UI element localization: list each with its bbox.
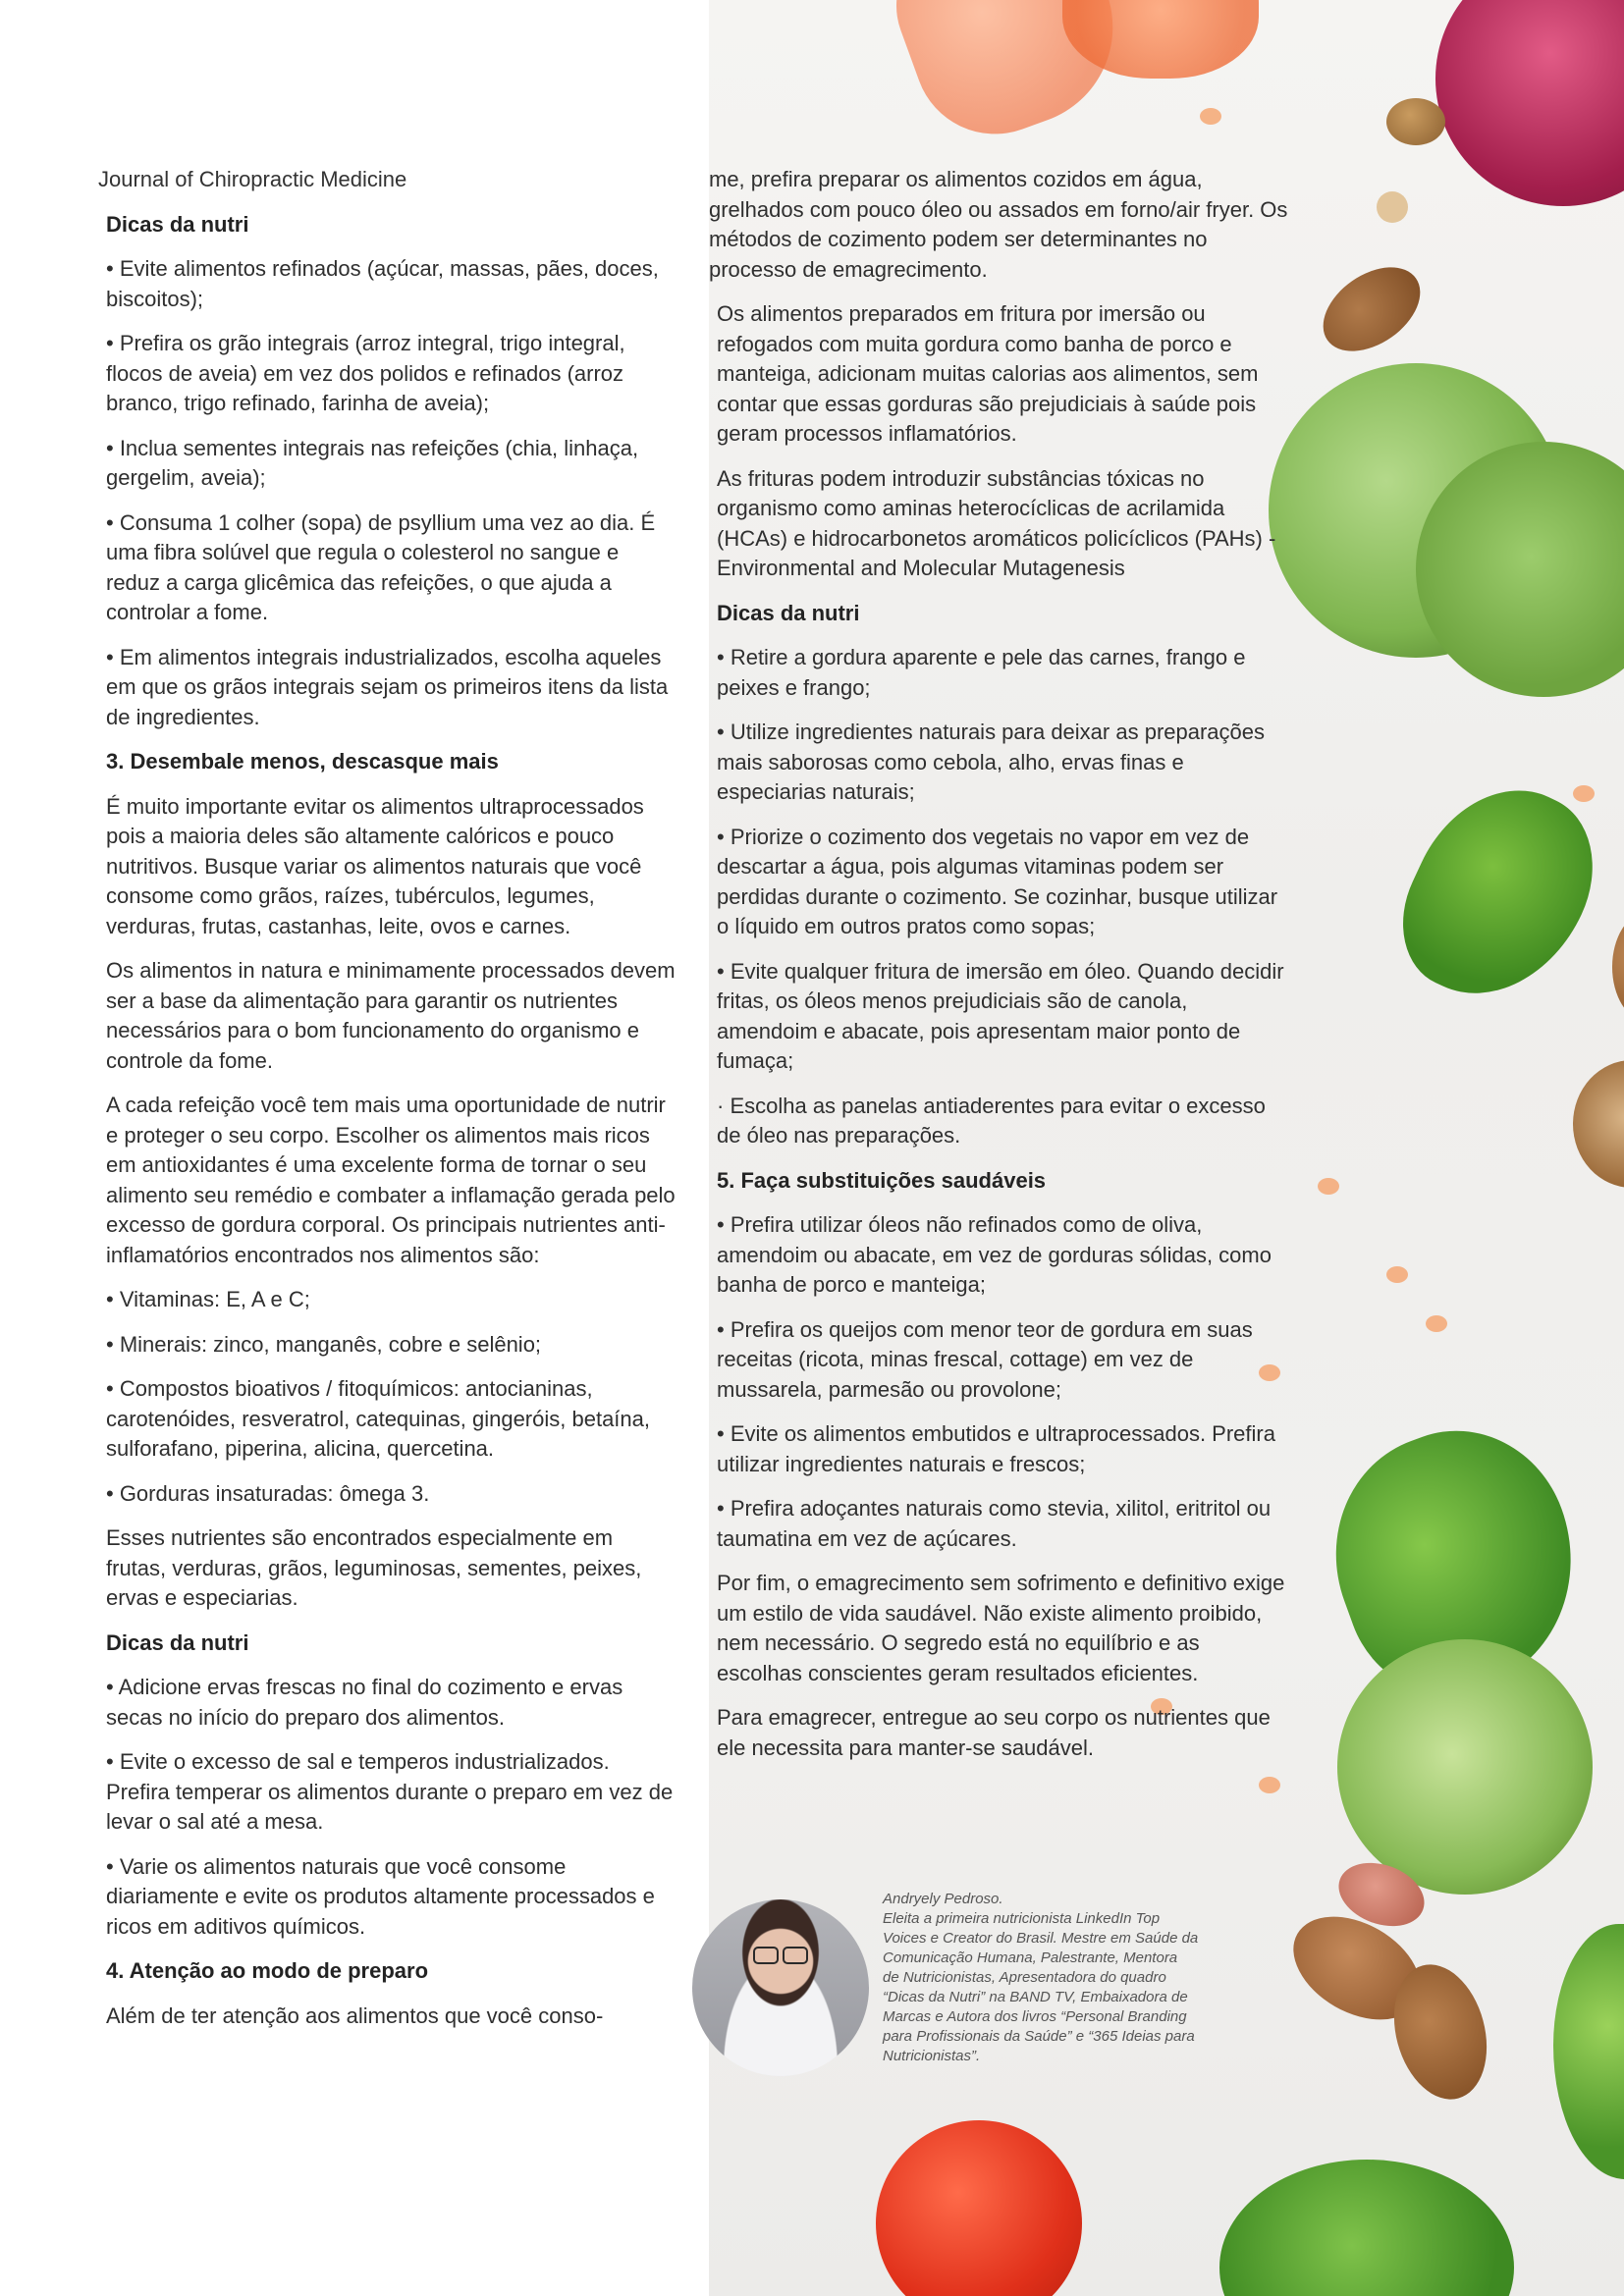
lentil-icon [1386, 1266, 1408, 1283]
journal-name: Journal of Chiropractic Medicine [98, 167, 407, 191]
paragraph: Esses nutrientes são encontrados especialmente em frutas, verduras, grãos, leguminosas, sementes, peixes, ervas e especiarias. [106, 1525, 642, 1610]
section-heading: Dicas da nutri [106, 1629, 249, 1655]
bullet-item: • Em alimentos integrais industrializados, escolha aqueles em que os grãos integrais sejam os primeiros itens da lista de ingredientes. [106, 644, 669, 729]
bullet-item: • Consuma 1 colher (sopa) de psyllium uma vez ao dia. É uma fibra solúvel que regula o colesterol no sangue e reduz a carga glicêmica das refeições, o que ajuda a controlar a fome. [106, 509, 656, 624]
bullet-item: • Vitaminas: E, A e C; [106, 1287, 310, 1311]
bullet-item: · Escolha as panelas antiaderentes para evitar o excesso de óleo nas preparações. [717, 1093, 1266, 1148]
lentil-icon [1200, 108, 1221, 125]
author-bio-line: “Dicas da Nutri” na BAND TV, Embaixadora de [883, 1989, 1188, 2005]
bullet-item: • Adicione ervas frescas no final do cozimento e ervas secas no início do preparo dos alimentos. [106, 1675, 623, 1730]
section-heading: 3. Desembale menos, descasque mais [106, 749, 499, 774]
tomato-icon [876, 2120, 1082, 2296]
hazelnut-icon [1386, 98, 1445, 145]
bullet-item: • Varie os alimentos naturais que você consome diariamente e evite os produtos altamente processados e ricos em aditivos químicos. [106, 1853, 655, 1939]
paragraph: me, prefira preparar os alimentos cozidos em água, grelhados com pouco óleo ou assados em forno/air fryer. Os métodos de cozimento podem ser determinantes no processo de emagrecimento. [709, 167, 1288, 282]
bullet-item: • Gorduras insaturadas: ômega 3. [106, 1480, 430, 1506]
paragraph: Os alimentos in natura e minimamente processados devem ser a base da alimentação para garantir os nutrientes necessários para o bom funcionamento do organismo e controle da fome. [106, 958, 676, 1073]
bullet-item: • Prefira os queijos com menor teor de gordura em suas receitas (ricota, minas frescal, cottage) em vez de mussarela, parmesão ou provolone; [717, 1316, 1253, 1402]
lentil-icon [1426, 1315, 1447, 1332]
paragraph: É muito importante evitar os alimentos ultraprocessados pois a maioria deles são altamente calóricos e pouco nutritivos. Busque variar os alimentos naturais que você consome como grãos, raízes, tubérculos, legumes, verduras, frutas, castanhas, leite, ovos e carnes. [106, 793, 644, 938]
bullet-item: • Prefira os grão integrais (arroz integral, trigo integral, flocos de aveia) em vez dos polidos e refinados (arroz branco, trigo refinado, farinha de aveia); [106, 331, 625, 415]
bullet-item: • Prefira utilizar óleos não refinados como de oliva, amendoim ou abacate, em vez de gorduras sólidas, como banha de porco e manteiga; [717, 1212, 1272, 1297]
bullet-item: • Retire a gordura aparente e pele das carnes, frango e peixes e frango; [717, 645, 1246, 700]
paragraph: Além de ter atenção aos alimentos que você conso- [106, 2002, 604, 2028]
author-bio-line: Marcas e Autora dos livros “Personal Branding [883, 2008, 1187, 2025]
right-column [709, 165, 1288, 1778]
author-bio-line: Voices e Creator do Brasil. Mestre em Saúde da [883, 1930, 1199, 1947]
section-heading: 4. Atenção ao modo de preparo [106, 1958, 429, 1983]
author-name: Andryely Pedroso. [883, 1891, 1003, 1907]
left-flow [98, 210, 677, 2032]
author-avatar [692, 1899, 869, 2076]
paragraph: As frituras podem introduzir substâncias tóxicas no organismo como aminas heterocíclicas de acrilamida (HCAs) e hidrocarbonetos aromáticos policíclicos (PAHs) - Environmental and Molecular Mutagenesis [717, 465, 1276, 580]
spinach-leaf-icon [1553, 1924, 1624, 2179]
bullet-item: • Evite qualquer fritura de imersão em óleo. Quando decidir fritas, os óleos menos prejudiciais são de canola, amendoim e abacate, pois apresentam maior ponto de fumaça; [717, 958, 1284, 1073]
broccoli-icon [1337, 1639, 1593, 1895]
section-heading: Dicas da nutri [106, 211, 249, 237]
bullet-item: • Prefira adoçantes naturais como stevia, xilitol, eritritol ou taumatina em vez de açúcares. [717, 1496, 1272, 1551]
author-bio-line: Nutricionistas”. [883, 2048, 981, 2064]
paragraph: A cada refeição você tem mais uma oportunidade de nutrir e proteger o seu corpo. Escolher os alimentos mais ricos em antioxidantes é uma excelente forma de tornar o seu alimento seu remédio e combater a inflamação gerada pelo excesso de gordura corporal. Os principais nutrientes anti-inflamatórios encontrados nos alimentos são: [106, 1093, 676, 1267]
left-column [98, 165, 677, 2046]
author-bio-line: de Nutricionistas, Apresentadora do quadro [883, 1969, 1166, 1986]
bullet-item: • Evite o excesso de sal e temperos industrializados. Prefira temperar os alimentos durante o preparo em vez de levar o sal até a mesa. [106, 1749, 674, 1834]
author-bio-line: Eleita a primeira nutricionista LinkedIn Top [883, 1910, 1161, 1927]
lettuce-icon [1219, 2160, 1514, 2296]
author-bio-line: Comunicação Humana, Palestrante, Mentora [883, 1949, 1178, 1966]
author-bio-line: para Profissionais da Saúde” e “365 Ideias para [883, 2028, 1195, 2045]
paragraph: Os alimentos preparados em fritura por imersão ou refogados com muita gordura como banha de porco e manteiga, adicionam muitas calorias aos alimentos, sem contar que essas gorduras são prejudiciais à saúde pois geram processos inflamatórios. [717, 301, 1259, 446]
paragraph: Por fim, o emagrecimento sem sofrimento e definitivo exige um estilo de vida saudável. Não existe alimento proibido, nem necessário. O segredo está no equilíbrio e as escolhas conscientes geram resultados eficientes. [717, 1571, 1285, 1685]
walnut-icon [1573, 1060, 1624, 1188]
bullet-item: • Evite os alimentos embutidos e ultraprocessados. Prefira utilizar ingredientes naturais e frescos; [717, 1421, 1275, 1476]
author-bio [883, 1890, 1236, 2066]
bullet-item: • Compostos bioativos / fitoquímicos: antocianinas, carotenóides, resveratrol, catequinas, gingeróis, betaína, sulforafano, piperina, alicina, quercetina. [106, 1376, 650, 1461]
glasses-icon [753, 1947, 808, 1964]
bullet-item: • Priorize o cozimento dos vegetais no vapor em vez de descartar a água, pois algumas vitaminas podem ser perdidas durante o cozimento. Se cozinhar, busque utilizar o líquido em outros pratos como sopas; [717, 824, 1278, 938]
lentil-icon [1259, 1777, 1280, 1793]
bullet-item: • Utilize ingredientes naturais para deixar as preparações mais saborosas como cebola, alho, ervas finas e especiarias naturais; [717, 720, 1266, 804]
bullet-item: • Minerais: zinco, manganês, cobre e selênio; [106, 1331, 542, 1357]
right-flow [709, 165, 1288, 1763]
almond-icon [1612, 913, 1624, 1021]
chickpea-icon [1377, 191, 1408, 223]
section-heading: Dicas da nutri [717, 600, 860, 625]
lentil-icon [1573, 785, 1595, 802]
red-onion-icon [1435, 0, 1624, 206]
paragraph: Para emagrecer, entregue ao seu corpo os nutrientes que ele necessita para manter-se saudável. [717, 1705, 1271, 1760]
section-heading: 5. Faça substituições saudáveis [717, 1167, 1047, 1193]
almond-icon [1308, 250, 1435, 368]
bullet-item: • Evite alimentos refinados (açúcar, massas, pães, doces, biscoitos); [106, 256, 659, 311]
lentil-icon [1318, 1178, 1339, 1195]
bullet-item: • Inclua sementes integrais nas refeições (chia, linhaça, gergelim, aveia); [106, 435, 639, 490]
